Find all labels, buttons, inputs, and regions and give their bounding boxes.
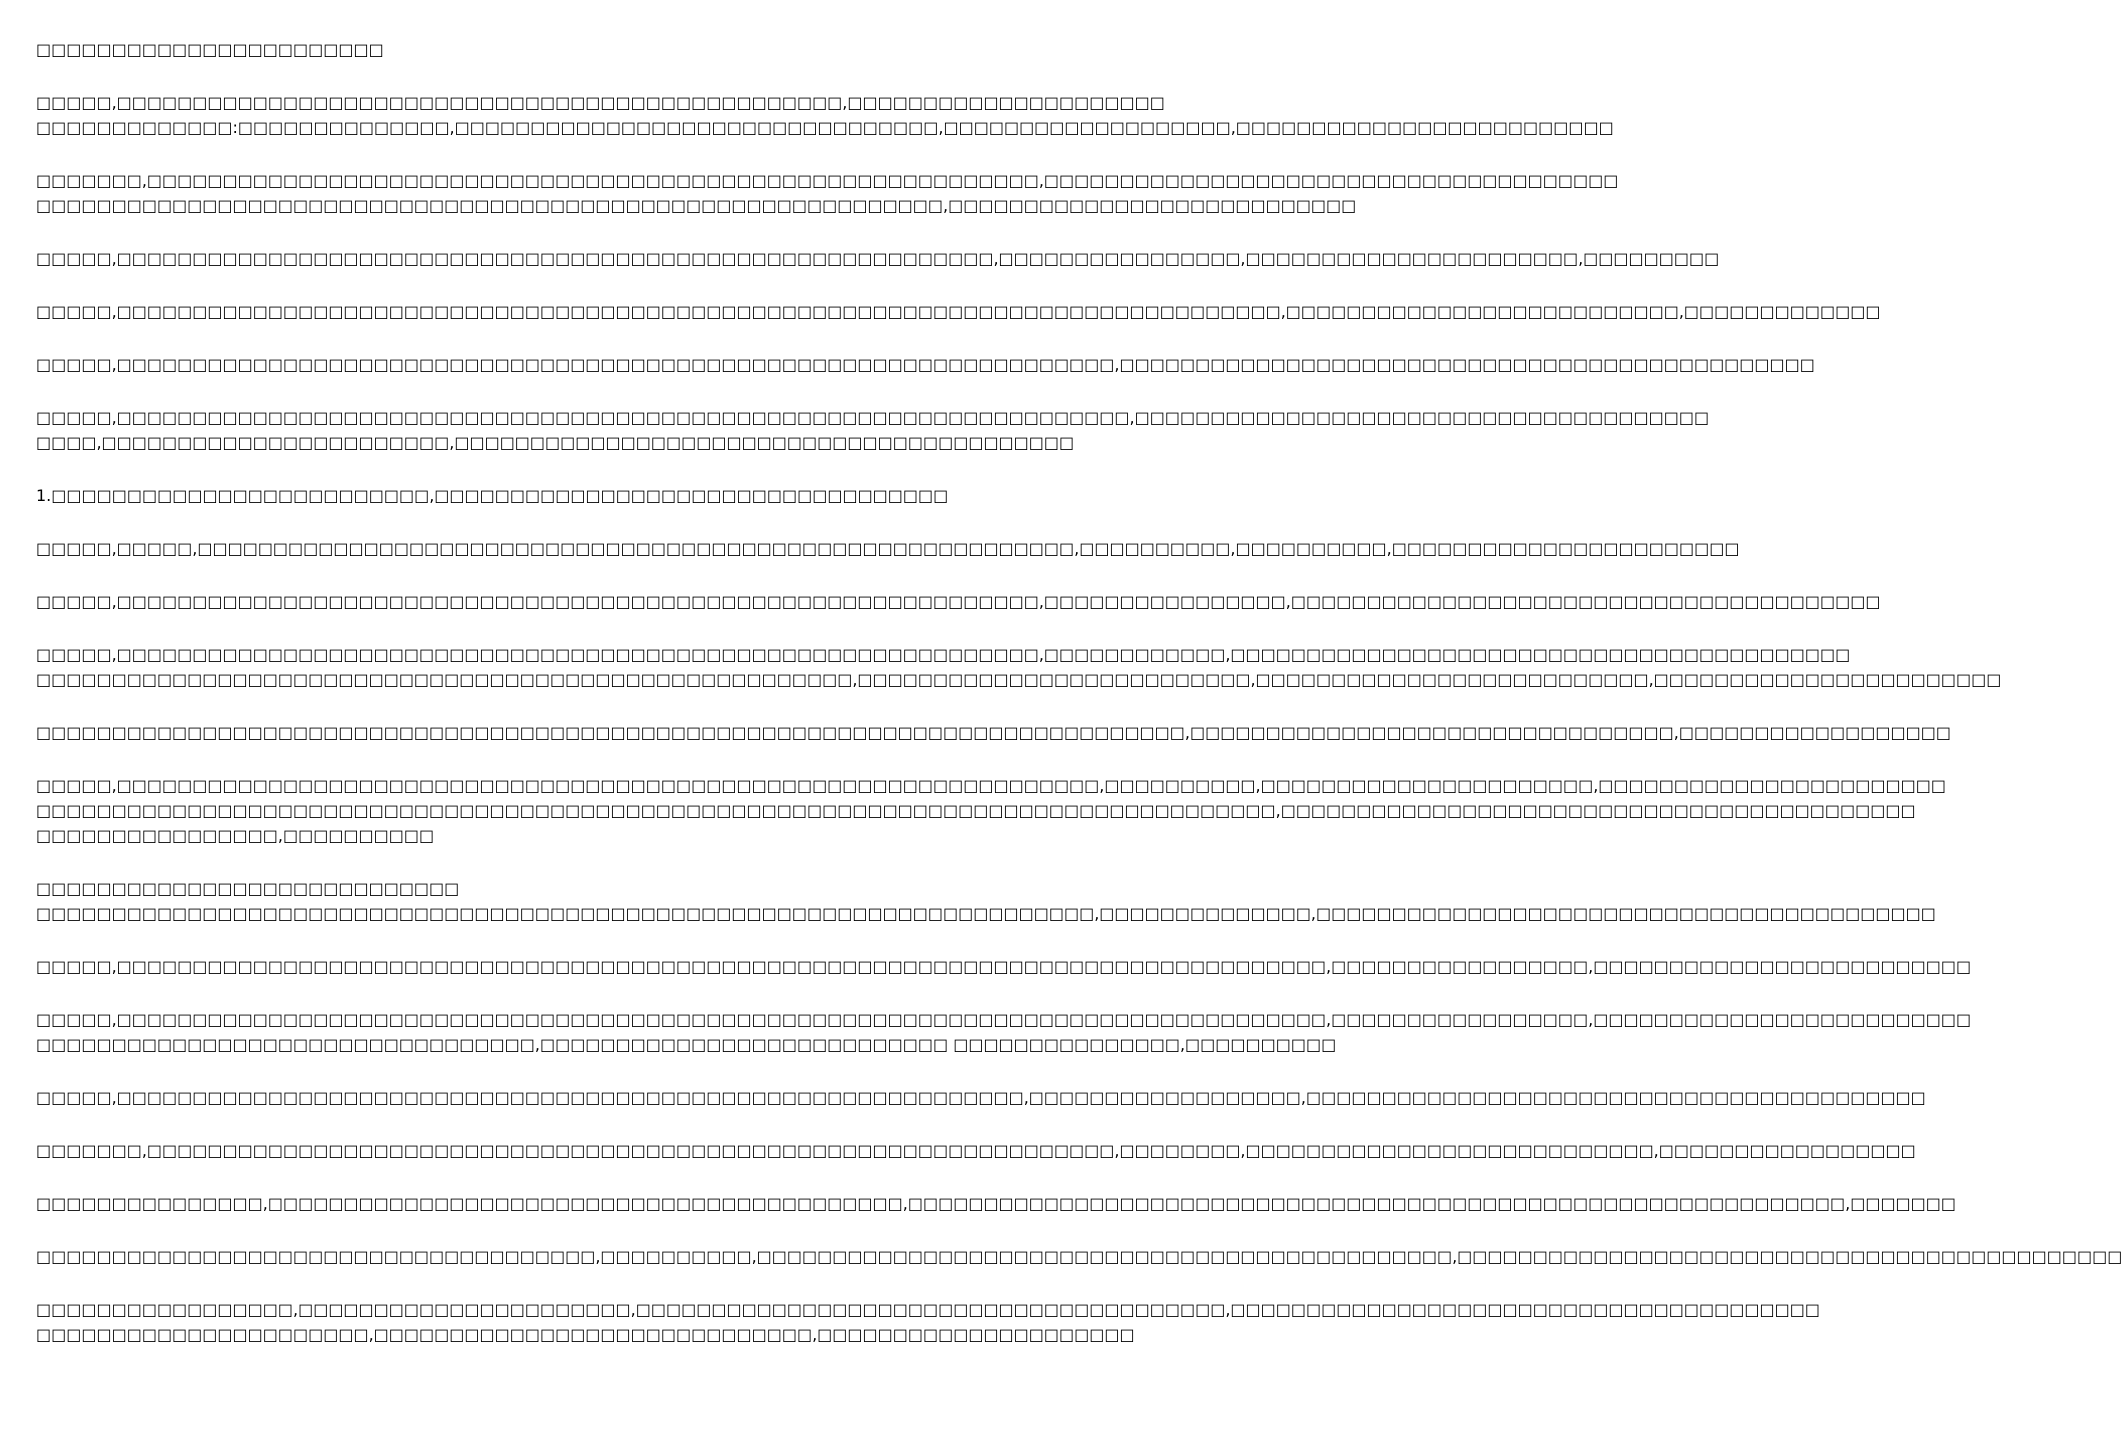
paragraph <box>36 37 988 62</box>
paragraph <box>36 299 1881 324</box>
text-line: 1.□□□□□□□□□□□□□□□□□□□□□□□□□,□□□□□□□□□□□□□□□□□□□□□□□□□□□□□□□□□□ <box>36 486 949 505</box>
text-line: □□□□□,□□□□□□□□□□□□□□□□□□□□□□□□□□□□□□□□□□□□□□□□□□□□□□□□□□□□□□□□□□□□,□□□□□□□□□□□□□□□□□□,□□□□□□□□□□□□□□□□□□□□□□□□□□□□□□□□□□□□□□□□□ <box>36 1088 1926 1107</box>
paragraph <box>36 1085 1926 1110</box>
text-line: □□□□□□□□□□□□□□□□□□□□□□□□□□□□□□□□□□□□□□□□□□□□□□□□□□□□□□□□□□□□□□□□□□□□□□,□□□□□□□□□□□□□□,□□□□□□□□□□□□□□□□□□□□□□□□□□□□□□□□□□□□□□□□□ <box>36 904 1936 923</box>
text-line: □□□□□,□□□□□□□□□□□□□□□□□□□□□□□□□□□□□□□□□□□□□□□□□□□□□□□□□□□□□□□□□□□□□□□□□□□□□□□□□□□□□,□□□□□□□□□□□□□□□□□□□□□□□□□□,□□□□□□□□□□□□□ <box>36 302 1881 321</box>
paragraph <box>36 168 1619 218</box>
text-line: □□□□□□□□□□□□□□□,□□□□□□□□□□□□□□□□□□□□□□□□□□□□□□□□□□□□□□□□□□,□□□□□□□□□□□□□□□□□□□□□□□□□□□□□□□□□□□□□□□□□□□□□□□□□□□□□□□□□□□□□□,□□□□□□□ <box>36 1194 1957 1213</box>
text-line: □□□□□□□,□□□□□□□□□□□□□□□□□□□□□□□□□□□□□□□□□□□□□□□□□□□□□□□□□□□□□□□□□□□□□□□□,□□□□□□□□,□□□□□□□□□□□□□□□□□□□□□□□□□□□,□□□□□□□□□□□□□□□□□ <box>36 1141 1916 1160</box>
paragraph <box>36 642 2002 692</box>
paragraph <box>36 1138 1916 1163</box>
text-line: □□□□□□□□□□□□□:□□□□□□□□□□□□□□,□□□□□□□□□□□□□□□□□□□□□□□□□□□□□□□□,□□□□□□□□□□□□□□□□□□□,□□□□□□□□□□□□□□□□□□□□□□□□□ <box>36 118 1614 137</box>
paragraph <box>36 536 1740 561</box>
paragraph <box>36 773 1946 848</box>
text-line: □□□□,□□□□□□□□□□□□□□□□□□□□□□□,□□□□□□□□□□□□□□□□□□□□□□□□□□□□□□□□□□□□□□□□□ <box>36 433 1075 452</box>
text-line: □□□□□□□□□□□□□□□□□□□□□□□ <box>36 40 384 59</box>
paragraph <box>36 1244 2122 1269</box>
text-line: □□□□□,□□□□□□□□□□□□□□□□□□□□□□□□□□□□□□□□□□□□□□□□□□□□□□□□□□□□□□□□□□□□□□□□□,□□□□□□□□□□,□□□□□□□□□□□□□□□□□□□□□□,□□□□□□□□□□□□□□□□□□□□□□□ <box>36 776 1946 795</box>
text-line: □□□□□,□□□□□□□□□□□□□□□□□□□□□□□□□□□□□□□□□□□□□□□□□□□□□□□□□□□□□□□□□□□□□□□□□□□□□□□□□□□□□□□□,□□□□□□□□□□□□□□□□□,□□□□□□□□□□□□□□□□□□□□□□□□□ <box>36 957 1972 976</box>
paragraph <box>36 954 1972 979</box>
text-line: □□□□□,□□□□□□□□□□□□□□□□□□□□□□□□□□□□□□□□□□□□□□□□□□□□□□□□□□□□□□□□□□,□□□□□□□□□□□□□□□□,□□□□□□□□□□□□□□□□□□□□□□,□□□□□□□□□ <box>36 249 1720 268</box>
text-line: □□□□□,□□□□□□□□□□□□□□□□□□□□□□□□□□□□□□□□□□□□□□□□□□□□□□□□□□□□□□□□□□□□□□□□□□□□□□□□□□□□□□□□,□□□□□□□□□□□□□□□□□,□□□□□□□□□□□□□□□□□□□□□□□□□ <box>36 1010 1972 1029</box>
paragraph <box>36 720 1951 745</box>
text-line: □□□□□,□□□□□□□□□□□□□□□□□□□□□□□□□□□□□□□□□□□□□□□□□□□□□□□□□□□□□□□□□□□□□□□□□□,□□□□□□□□□□□□□□□□□□□□□□□□□□□□□□□□□□□□□□□□□□□□□□ <box>36 355 1815 374</box>
text-line: □□□□□,□□□□□□□□□□□□□□□□□□□□□□□□□□□□□□□□□□□□□□□□□□□□□□□□,□□□□□□□□□□□□□□□□□□□□□ <box>36 93 1165 112</box>
text-line: □□□□□□□,□□□□□□□□□□□□□□□□□□□□□□□□□□□□□□□□□□□□□□□□□□□□□□□□□□□□□□□□□□□,□□□□□□□□□□□□□□□□□□□□□□□□□□□□□□□□□□□□□□ <box>36 171 1619 190</box>
text-line: □□□□□,□□□□□,□□□□□□□□□□□□□□□□□□□□□□□□□□□□□□□□□□□□□□□□□□□□□□□□□□□□□□□□□□,□□□□□□□□□□,□□□□□□□□□□,□□□□□□□□□□□□□□□□□□□□□□□ <box>36 539 1740 558</box>
paragraph <box>36 90 1614 140</box>
document-page <box>36 37 2122 1375</box>
text-line: □□□□□□□□□□□□□□□□,□□□□□□□□□□ <box>36 826 435 845</box>
text-line: □□□□□□□□□□□□□□□□□□□□□□□□□□□□□□□□□□□□□□□□□□□□□□□□□□□□□□□□□□□□,□□□□□□□□□□□□□□□□□□□□□□□□□□□ <box>36 196 1357 215</box>
text-line: □□□□□□□□□□□□□□□□□□□□□□□□□□□□□□□□□,□□□□□□□□□□□□□□□□□□□□□□□□□□□ □□□□□□□□□□□□□□□,□□□□□□□□□□ <box>36 1035 1337 1054</box>
paragraph <box>36 352 1815 377</box>
paragraph <box>36 483 988 508</box>
text-line: □□□□□□□□□□□□□□□□□□□□□□□□□□□□□□□□□□□□□□□□□□□□□□□□□□□□□□,□□□□□□□□□□□□□□□□□□□□□□□□□□,□□□□□□□□□□□□□□□□□□□□□□□□□□,□□□□□□□□□□□□□□□□□□□□□□□ <box>36 670 2002 689</box>
text-line: □□□□□□□□□□□□□□□□□□□□□□□□□□□□□□□□□□□□□,□□□□□□□□□□,□□□□□□□□□□□□□□□□□□□□□□□□□□□□□□□□□□□□□□□□□□□□□□,□□□□□□□□□□□□□□□□□□□□□□□□□□□□□□□□□□□□□□□□□□□□ <box>36 1247 2122 1266</box>
paragraph <box>36 589 1881 614</box>
text-line: □□□□□□□□□□□□□□□□□□□□□□□□□□□□□□□□□□□□□□□□□□□□□□□□□□□□□□□□□□□□□□□□□□□□□□□□□□□□,□□□□□□□□□□□□□□□□□□□□□□□□□□□□□□□□,□□□□□□□□□□□□□□□□□□ <box>36 723 1951 742</box>
text-line: □□□□□□□□□□□□□□□□□□□□□□□□□□□□□□□□□□□□□□□□□□□□□□□□□□□□□□□□□□□□□□□□□□□□□□□□□□□□□□□□□□,□□□□□□□□□□□□□□□□□□□□□□□□□□□□□□□□□□□□□□□□□□ <box>36 801 1916 820</box>
text-line: □□□□□,□□□□□□□□□□□□□□□□□□□□□□□□□□□□□□□□□□□□□□□□□□□□□□□□□□□□□□□□□□□□□,□□□□□□□□□□□□,□□□□□□□□□□□□□□□□□□□□□□□□□□□□□□□□□□□□□□□□□ <box>36 645 1851 664</box>
paragraph <box>36 1297 1820 1347</box>
text-line: □□□□□□□□□□□□□□□□□□□□□□,□□□□□□□□□□□□□□□□□□□□□□□□□□□□□,□□□□□□□□□□□□□□□□□□□□□ <box>36 1325 1135 1344</box>
paragraph <box>36 405 1710 455</box>
text-line: □□□□□,□□□□□□□□□□□□□□□□□□□□□□□□□□□□□□□□□□□□□□□□□□□□□□□□□□□□□□□□□□□□□,□□□□□□□□□□□□□□□□,□□□□□□□□□□□□□□□□□□□□□□□□□□□□□□□□□□□□□□□ <box>36 592 1881 611</box>
text-line: □□□□□□□□□□□□□□□□□,□□□□□□□□□□□□□□□□□□□□□□,□□□□□□□□□□□□□□□□□□□□□□□□□□□□□□□□□□□□□□□,□□□□□□□□□□□□□□□□□□□□□□□□□□□□□□□□□□□□□□□ <box>36 1300 1820 1319</box>
paragraph <box>36 246 1720 271</box>
paragraph <box>36 876 1936 926</box>
text-line: □□□□□□□□□□□□□□□□□□□□□□□□□□□□ <box>36 879 460 898</box>
paragraph <box>36 1007 1972 1057</box>
text-line: □□□□□,□□□□□□□□□□□□□□□□□□□□□□□□□□□□□□□□□□□□□□□□□□□□□□□□□□□□□□□□□□□□□□□□□□□,□□□□□□□□□□□□□□□□□□□□□□□□□□□□□□□□□□□□□□ <box>36 408 1710 427</box>
paragraph <box>36 1191 1957 1216</box>
